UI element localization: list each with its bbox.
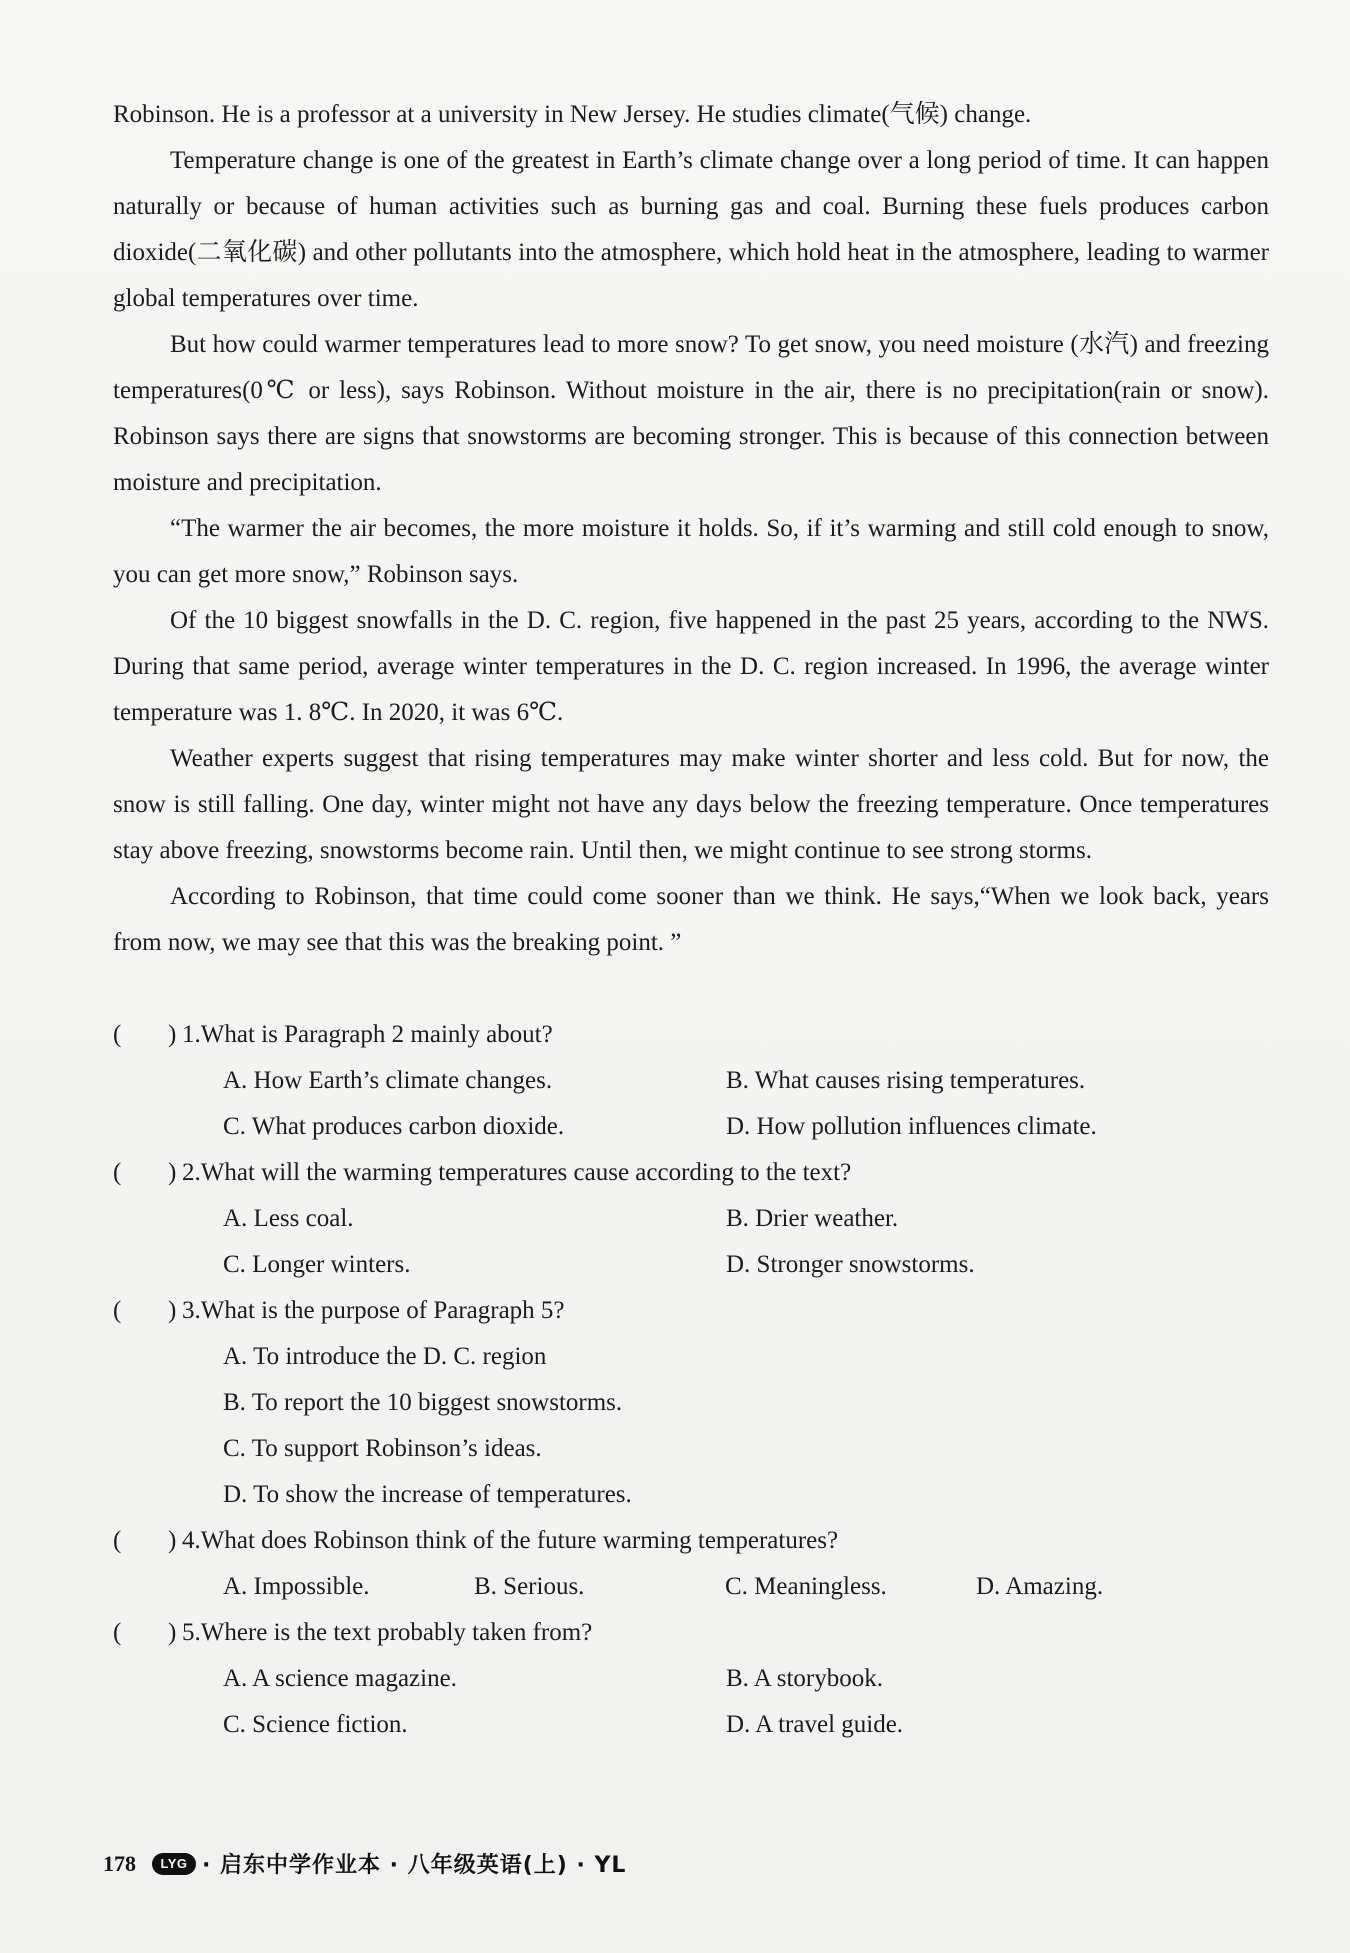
question-item [113,1012,1269,1150]
book-title: · 启东中学作业本 · 八年级英语(上) · YL [202,1853,627,1878]
answer-blank-close: ) [168,1619,177,1646]
option-c[interactable]: C. Meaningless. [725,1573,887,1600]
question-number: 3. [182,1297,201,1324]
option-c[interactable]: C. Longer winters. [223,1251,411,1278]
publisher-logo-icon: LYG [152,1853,196,1875]
question-text: What does Robinson think of the future warming temperatures? [200,1527,839,1554]
question-text: What is the purpose of Paragraph 5? [200,1297,565,1324]
option-a[interactable]: A. A science magazine. [223,1665,457,1692]
option-d[interactable]: D. Stronger snowstorms. [726,1251,975,1278]
answer-blank-close: ) [168,1527,177,1554]
answer-blank-close: ) [168,1297,177,1324]
option-group [113,1196,1269,1288]
answer-blank-open[interactable]: ( [113,1021,122,1048]
option-a[interactable]: A. To introduce the D. C. region [223,1343,547,1370]
question-item [113,1518,1269,1610]
option-group [113,1334,1269,1518]
question-stem [113,1012,1269,1058]
answer-blank-close: ) [168,1159,177,1186]
question-number: 5. [182,1619,201,1646]
question-stem [113,1518,1269,1564]
option-group [113,1058,1269,1150]
passage-paragraph: Of the 10 biggest snowfalls in the D. C. region, five happened in the past 25 years, according to the NWS. During that same period, average winter temperatures in the D. C. region increased. In 1996, the average winter temperature was 1. 8℃. In 2020, it was 6℃. [113,607,1269,726]
option-c[interactable]: C. Science fiction. [223,1711,408,1738]
answer-blank-open[interactable]: ( [113,1297,122,1324]
option-b[interactable]: B. A storybook. [726,1665,883,1692]
question-number: 2. [182,1159,201,1186]
passage-paragraph: According to Robinson, that time could come sooner than we think. He says,“When we look back, years from now, we may see that this was the breaking point. ” [113,883,1269,956]
page-number: 178 [103,1850,136,1876]
option-d[interactable]: D. A travel guide. [726,1711,904,1738]
question-text: What will the warming temperatures cause according to the text? [200,1159,852,1186]
question-list [113,1012,1269,1748]
passage-paragraph: “The warmer the air becomes, the more moisture it holds. So, if it’s warming and still cold enough to snow, you can get more snow,” Robinson says. [113,515,1269,588]
question-stem [113,1610,1269,1656]
question-stem [113,1150,1269,1196]
option-group [113,1656,1269,1748]
passage-paragraph: Robinson. He is a professor at a university in New Jersey. He studies climate(气候) change. [113,101,1032,128]
passage-paragraph: But how could warmer temperatures lead to more snow? To get snow, you need moisture (水汽) and freezing temperatures(0℃ or less), says Robinson. Without moisture in the air, there is no precipitation(rain or snow). Robinson says there are signs that snowstorms are becoming stronger. This is because of this connection between moisture and precipitation. [113,331,1269,496]
answer-blank-open[interactable]: ( [113,1527,122,1554]
question-item [113,1150,1269,1288]
question-stem [113,1288,1269,1334]
option-a[interactable]: A. Less coal. [223,1205,354,1232]
option-c[interactable]: C. To support Robinson’s ideas. [223,1435,542,1462]
question-item [113,1610,1269,1748]
option-a[interactable]: A. How Earth’s climate changes. [223,1067,553,1094]
page-footer [103,1848,626,1879]
passage-paragraph: Temperature change is one of the greatest in Earth’s climate change over a long period of time. It can happen naturally or because of human activities such as burning gas and coal. Burning these fuels produces carbon dioxide(二氧化碳) and other pollutants into the atmosphere, which hold heat in the atmosphere, leading to warmer global temperatures over time. [113,147,1269,312]
question-item [113,1288,1269,1518]
option-b[interactable]: B. Serious. [474,1573,585,1600]
option-d[interactable]: D. To show the increase of temperatures. [223,1481,632,1508]
option-b[interactable]: B. What causes rising temperatures. [726,1067,1086,1094]
question-number: 1. [182,1021,201,1048]
reading-passage [113,92,1269,966]
option-d[interactable]: D. How pollution influences climate. [726,1113,1097,1140]
question-text: What is Paragraph 2 mainly about? [200,1021,553,1048]
option-b[interactable]: B. Drier weather. [726,1205,899,1232]
question-text: Where is the text probably taken from? [200,1619,593,1646]
option-b[interactable]: B. To report the 10 biggest snowstorms. [223,1389,623,1416]
option-d[interactable]: D. Amazing. [976,1573,1104,1600]
option-a[interactable]: A. Impossible. [223,1573,370,1600]
question-number: 4. [182,1527,201,1554]
answer-blank-open[interactable]: ( [113,1159,122,1186]
option-group [113,1564,1269,1610]
option-c[interactable]: C. What produces carbon dioxide. [223,1113,565,1140]
passage-paragraph: Weather experts suggest that rising temperatures may make winter shorter and less cold. But for now, the snow is still falling. One day, winter might not have any days below the freezing temperature. Once temperatures stay above freezing, snowstorms become rain. Until then, we might continue to see strong storms. [113,745,1269,864]
answer-blank-close: ) [168,1021,177,1048]
answer-blank-open[interactable]: ( [113,1619,122,1646]
